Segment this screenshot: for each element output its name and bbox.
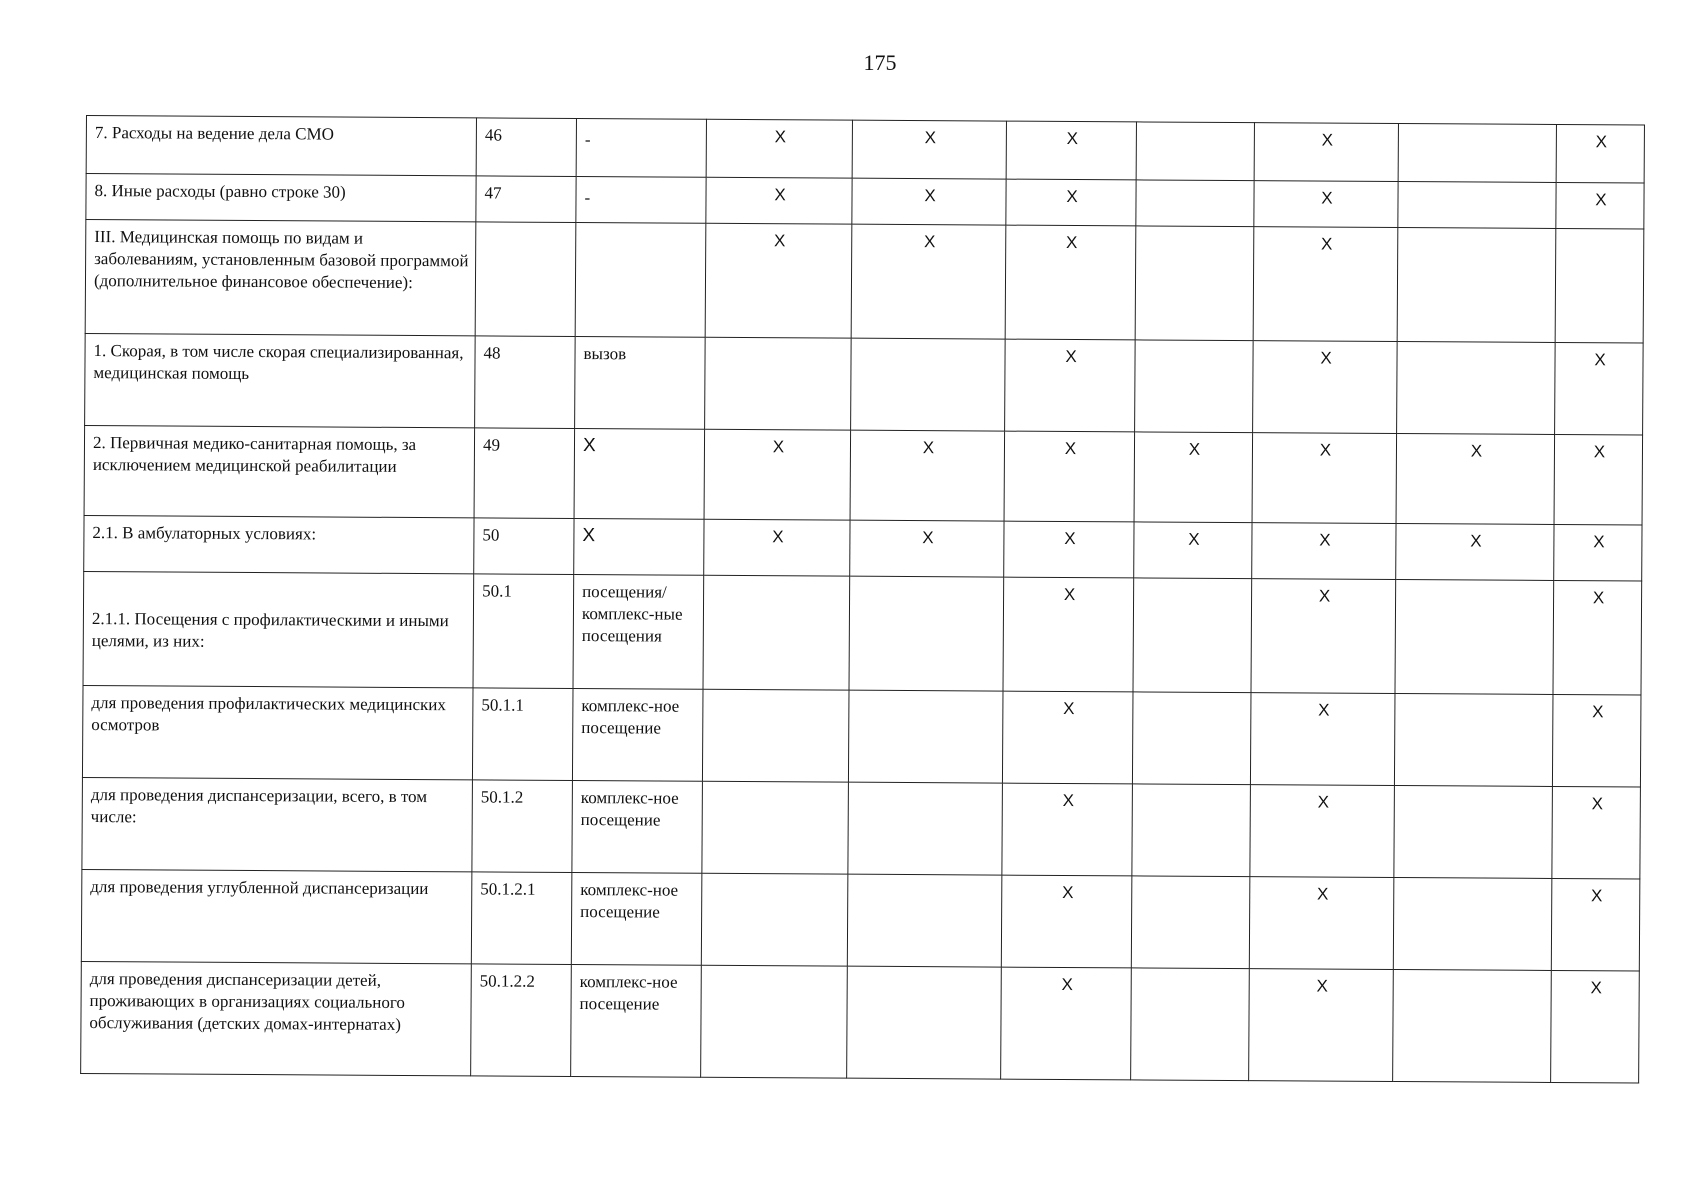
row-unit: - bbox=[576, 118, 706, 177]
mark-cell bbox=[701, 965, 848, 1078]
row-name: 1. Скорая, в том числе скорая специализированная, медицинская помощь bbox=[85, 333, 476, 427]
mark-cell: X bbox=[706, 177, 852, 224]
mark-cell bbox=[705, 337, 852, 430]
mark-cell: X bbox=[1001, 875, 1132, 968]
mark-cell bbox=[1132, 692, 1251, 785]
row-code: 47 bbox=[476, 176, 576, 223]
mark-cell bbox=[1395, 580, 1554, 695]
row-name: для проведения диспансеризации детей, проживающих в организациях социального обслуживания (детских домах-интернатах) bbox=[81, 961, 472, 1075]
mark-cell bbox=[702, 689, 849, 782]
mark-cell: X bbox=[1251, 579, 1396, 694]
row-code: 50.1.2.1 bbox=[471, 872, 572, 965]
mark-cell: X bbox=[1006, 121, 1136, 180]
mark-cell bbox=[1131, 968, 1250, 1081]
mark-cell: X bbox=[1004, 521, 1134, 578]
mark-cell: X bbox=[1134, 432, 1253, 523]
row-unit: комплекс-ное посещение bbox=[571, 964, 702, 1077]
mark-cell: X bbox=[1254, 181, 1398, 228]
row-name: 7. Расходы на ведение дела СМО bbox=[86, 116, 476, 176]
row-name: для проведения профилактических медицинских осмотров bbox=[82, 685, 473, 779]
mark-cell: X bbox=[1003, 577, 1134, 692]
mark-cell bbox=[1135, 226, 1254, 341]
mark-cell: X bbox=[704, 429, 851, 520]
mark-cell: X bbox=[1555, 342, 1644, 435]
mark-cell bbox=[1398, 124, 1556, 183]
mark-cell: X bbox=[1250, 785, 1395, 878]
mark-cell: X bbox=[1252, 433, 1397, 524]
mark-cell: X bbox=[1551, 970, 1640, 1083]
mark-cell: X bbox=[1249, 877, 1394, 970]
mark-cell: X bbox=[1004, 431, 1135, 522]
mark-cell bbox=[849, 576, 1004, 691]
row-code: 50.1.2 bbox=[472, 780, 573, 873]
mark-cell bbox=[847, 874, 1002, 967]
mark-cell: X bbox=[1556, 182, 1644, 229]
mark-cell: X bbox=[852, 120, 1006, 179]
mark-cell: X bbox=[1554, 434, 1643, 525]
table-row bbox=[86, 116, 1644, 184]
table-row bbox=[84, 425, 1643, 525]
mark-cell: X bbox=[1396, 434, 1555, 525]
mark-cell: X bbox=[1552, 786, 1641, 879]
table-row bbox=[81, 869, 1640, 971]
mark-cell bbox=[1133, 578, 1252, 693]
mark-cell bbox=[1397, 228, 1556, 343]
mark-cell: X bbox=[1006, 179, 1136, 226]
mark-cell bbox=[1555, 228, 1644, 343]
mark-cell: X bbox=[1134, 522, 1252, 579]
mark-cell bbox=[851, 338, 1006, 431]
row-name: III. Медицинская помощь по видам и заболеваниям, установленным базовой программой (дополнительное финансовое обеспечение): bbox=[85, 220, 476, 336]
mark-cell: X bbox=[1249, 969, 1394, 1082]
row-name: для проведения углубленной диспансеризации bbox=[81, 869, 472, 963]
mark-cell bbox=[1136, 122, 1254, 181]
row-name: для проведения диспансеризации, всего, в том числе: bbox=[82, 777, 473, 871]
row-code: 48 bbox=[475, 336, 576, 429]
row-code: 50.1 bbox=[473, 574, 574, 689]
mark-cell bbox=[1397, 342, 1556, 435]
mark-cell: X bbox=[1002, 783, 1133, 876]
row-unit: X bbox=[574, 518, 704, 575]
row-unit: - bbox=[576, 176, 706, 223]
mark-cell bbox=[702, 781, 849, 874]
mark-cell bbox=[1136, 180, 1254, 227]
row-name: 2.1. В амбулаторных условиях: bbox=[84, 515, 474, 573]
row-unit: комплекс-ное посещение bbox=[572, 688, 703, 781]
row-code: 49 bbox=[474, 428, 575, 519]
mark-cell bbox=[1135, 340, 1254, 433]
mark-cell bbox=[1131, 876, 1250, 969]
mark-cell: X bbox=[1396, 524, 1554, 581]
row-unit bbox=[575, 222, 706, 337]
mark-cell: X bbox=[851, 224, 1006, 339]
mark-cell: X bbox=[1250, 693, 1395, 786]
mark-cell: X bbox=[852, 178, 1006, 225]
mark-cell: X bbox=[1554, 524, 1642, 581]
table-row bbox=[81, 961, 1640, 1083]
page-number: 175 bbox=[863, 50, 897, 75]
mark-cell: X bbox=[1001, 967, 1132, 1080]
mark-cell bbox=[847, 966, 1002, 1079]
row-unit: посещения/ комплекс-ные посещения bbox=[573, 574, 704, 689]
row-unit: X bbox=[574, 428, 705, 519]
mark-cell: X bbox=[850, 520, 1004, 577]
table-row bbox=[83, 571, 1642, 695]
row-unit: комплекс-ное посещение bbox=[572, 780, 703, 873]
mark-cell: X bbox=[706, 119, 852, 178]
mark-cell: X bbox=[1551, 878, 1640, 971]
row-code: 46 bbox=[476, 118, 576, 177]
row-name: 2. Первичная медико-санитарная помощь, за исключением медицинской реабилитации bbox=[84, 425, 475, 517]
mark-cell bbox=[1394, 786, 1553, 879]
mark-cell bbox=[848, 782, 1003, 875]
mark-cell: X bbox=[1253, 341, 1398, 434]
mark-cell bbox=[1398, 182, 1556, 229]
mark-cell: X bbox=[850, 430, 1005, 521]
row-unit: вызов bbox=[575, 336, 706, 429]
row-code: 50.1.1 bbox=[472, 688, 573, 781]
table-row bbox=[82, 685, 1641, 787]
mark-cell: X bbox=[1254, 123, 1398, 182]
mark-cell: X bbox=[1253, 227, 1398, 342]
mark-cell: X bbox=[1005, 225, 1136, 340]
row-unit: комплекс-ное посещение bbox=[571, 872, 702, 965]
mark-cell: X bbox=[705, 223, 852, 338]
mark-cell: X bbox=[1002, 691, 1133, 784]
mark-cell bbox=[703, 575, 850, 690]
row-code: 50 bbox=[474, 518, 574, 575]
table-row bbox=[85, 220, 1644, 344]
row-code: 50.1.2.2 bbox=[471, 964, 572, 1077]
mark-cell: X bbox=[1252, 523, 1396, 580]
table-row bbox=[82, 777, 1641, 879]
table-row bbox=[84, 515, 1642, 581]
row-name: 2.1.1. Посещения с профилактическими и иными целями, из них: bbox=[83, 571, 474, 687]
mark-cell: X bbox=[704, 519, 850, 576]
mark-cell bbox=[701, 873, 848, 966]
row-code bbox=[475, 222, 576, 337]
mark-cell: X bbox=[1556, 124, 1644, 183]
mark-cell bbox=[1132, 784, 1251, 877]
mark-cell bbox=[1394, 694, 1553, 787]
mark-cell: X bbox=[1005, 339, 1136, 432]
mark-cell bbox=[1393, 878, 1552, 971]
mark-cell bbox=[1393, 970, 1552, 1083]
mark-cell: X bbox=[1553, 580, 1642, 695]
mark-cell bbox=[848, 690, 1003, 783]
mark-cell: X bbox=[1552, 694, 1641, 787]
data-table bbox=[80, 115, 1645, 1084]
row-name: 8. Иные расходы (равно строке 30) bbox=[86, 174, 476, 222]
table-row bbox=[85, 333, 1644, 435]
